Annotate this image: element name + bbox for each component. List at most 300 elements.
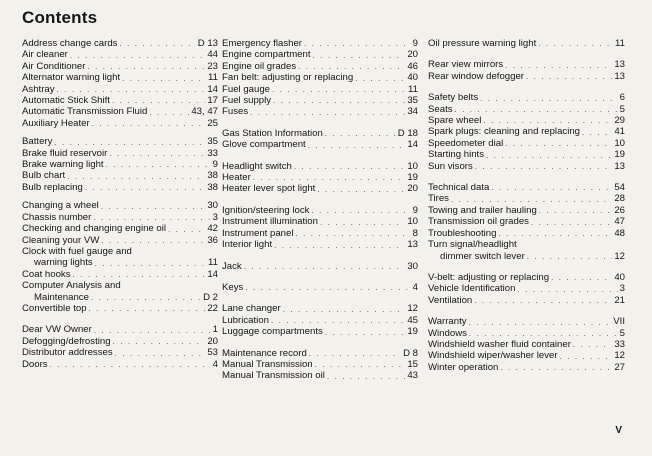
entry-page: 4 (212, 358, 218, 370)
toc-entry (428, 71, 625, 82)
toc-entry (222, 261, 418, 272)
leader-dots (168, 224, 205, 235)
entry-page: 5 (619, 327, 625, 339)
toc-entry (428, 228, 625, 239)
leader-dots (527, 251, 613, 262)
entry-page: 28 (614, 193, 625, 205)
leader-dots (298, 61, 405, 72)
entry-label: Chassis number (22, 211, 92, 223)
entry-page: 19 (407, 326, 418, 338)
entry-page: 10 (614, 137, 625, 149)
leader-dots (106, 159, 211, 170)
toc-entry (22, 49, 218, 60)
entry-label: Brake warning light (22, 159, 104, 171)
entry-label: Headlight switch (222, 160, 292, 172)
entry-label: Engine oil grades (222, 60, 297, 72)
leader-dots (560, 351, 613, 362)
leader-dots (109, 148, 205, 159)
leader-dots (505, 60, 612, 71)
entry-label: Defogging/defrosting (22, 335, 111, 347)
toc-entry (428, 316, 625, 327)
toc-entry (22, 170, 218, 181)
entry-page: 13 (614, 160, 625, 172)
entry-label: Doors (22, 358, 48, 370)
entry-group (428, 272, 625, 306)
toc-entry (22, 223, 218, 234)
entry-label: Auxiliary Heater (22, 117, 90, 129)
leader-dots (115, 348, 206, 359)
entry-page: 45 (407, 314, 418, 326)
entry-page: 35 (407, 95, 418, 107)
entry-page: 33 (614, 338, 625, 350)
entry-group (22, 136, 218, 193)
entry-label: Jack (222, 260, 242, 272)
entry-label: Checking and changing engine oil (22, 223, 167, 235)
entry-group (222, 38, 418, 118)
entry-label: warning lights (34, 257, 93, 269)
entry-page: 53 (207, 347, 218, 359)
toc-entry (222, 172, 418, 183)
entry-label: Heater lever spot light (222, 183, 316, 195)
entry-label: Bulb chart (22, 170, 66, 182)
leader-dots (271, 315, 405, 326)
entry-label: Spare wheel (428, 115, 482, 127)
entry-page: 3 (619, 283, 625, 295)
entry-label: Instrument illumination (222, 216, 318, 228)
entry-label: dimmer switch lever (440, 250, 525, 262)
entry-page: 9 (212, 159, 218, 171)
leader-dots (73, 269, 206, 280)
toc-entry (22, 359, 218, 370)
leader-dots (355, 73, 405, 84)
entry-group (428, 316, 625, 373)
entry-page: 47 (614, 216, 625, 228)
toc-entry (222, 84, 418, 95)
entry-group (222, 128, 418, 151)
entry-label: Luggage compartments (222, 326, 323, 338)
leader-dots (294, 161, 405, 172)
entry-label: Lubrication (222, 314, 269, 326)
leader-dots (101, 235, 205, 246)
entry-label: Towing and trailer hauling (428, 204, 537, 216)
leader-dots (313, 50, 406, 61)
entry-label: Maintenance (34, 291, 89, 303)
leader-dots (498, 228, 612, 239)
entry-page: 38 (207, 181, 218, 193)
contents-column-2 (222, 38, 418, 382)
leader-dots (295, 228, 410, 239)
entry-label: Rear view mirrors (428, 59, 504, 71)
leader-dots (551, 272, 612, 283)
entry-label: Fuses (222, 106, 249, 118)
entry-page: 42 (207, 223, 218, 235)
toc-entry (22, 324, 218, 335)
entry-page: 5 (619, 103, 625, 115)
leader-dots (57, 84, 206, 95)
leader-dots (538, 38, 613, 49)
leader-dots (95, 258, 206, 269)
entry-page: 41 (614, 126, 625, 138)
leader-dots (325, 327, 406, 338)
entry-page: 35 (207, 136, 218, 148)
entry-label: Distributor addresses (22, 347, 113, 359)
leader-dots (475, 161, 613, 172)
entry-page: 48 (614, 227, 625, 239)
entry-page: 11 (615, 38, 625, 49)
entry-label: Interior light (222, 239, 273, 251)
entry-label: Bulb replacing (22, 181, 83, 193)
toc-entry (428, 350, 625, 361)
entry-page: 13 (614, 70, 625, 82)
leader-dots (273, 95, 405, 106)
leader-dots (50, 359, 211, 370)
leader-dots (317, 184, 405, 195)
toc-entry (222, 228, 418, 239)
leader-dots (315, 359, 406, 370)
entry-label: Battery (22, 136, 53, 148)
toc-entry (22, 347, 218, 358)
entry-label-line: Clock with fuel gauge and (22, 245, 132, 257)
toc-entry (222, 303, 418, 314)
leader-dots (483, 115, 612, 126)
entry-label: Instrument panel (222, 227, 294, 239)
entry-page: 46 (407, 60, 418, 72)
toc-entry (22, 159, 218, 170)
toc-entry (428, 216, 625, 227)
entry-label: Changing a wheel (22, 200, 99, 212)
toc-entry (222, 216, 418, 227)
entry-label: Gas Station Information (222, 127, 323, 139)
toc-entry (222, 95, 418, 106)
entry-group (428, 182, 625, 239)
entry-page: 19 (614, 149, 625, 161)
leader-dots (253, 172, 406, 183)
leader-dots (582, 127, 612, 138)
toc-entry (222, 106, 418, 117)
entry-group (22, 200, 218, 246)
leader-dots (87, 61, 205, 72)
entry-page: 20 (407, 183, 418, 195)
toc-entry (222, 139, 418, 150)
entry-label: Ventilation (428, 294, 473, 306)
toc-entry (22, 336, 218, 347)
leader-dots (250, 107, 405, 118)
toc-entry (22, 200, 218, 211)
toc-entry (428, 193, 625, 204)
entry-label: Glove compartment (222, 139, 306, 151)
leader-dots (283, 304, 406, 315)
entry-label: Keys (222, 281, 244, 293)
entry-page: 54 (614, 182, 625, 194)
entry-page: 20 (407, 49, 418, 61)
toc-entry (428, 283, 625, 294)
entry-label: Windows (428, 327, 467, 339)
toc-entry (222, 61, 418, 72)
entry-label: Ashtray (22, 83, 55, 95)
leader-dots (469, 317, 612, 328)
leader-dots (101, 201, 206, 212)
leader-dots (122, 73, 206, 84)
entry-page: 23 (207, 60, 218, 72)
leader-dots (113, 336, 206, 347)
leader-dots (480, 93, 618, 104)
leader-dots (531, 217, 612, 228)
entry-label: Transmission oil grades (428, 216, 529, 228)
entry-label: Rear window defogger (428, 70, 524, 82)
entry-label: Alternator warning light (22, 72, 121, 84)
toc-entry (428, 362, 625, 373)
entry-label: Coat hooks (22, 268, 71, 280)
toc-entry (428, 104, 625, 115)
entry-label: Lane changer (222, 303, 281, 315)
entry-group (22, 324, 218, 370)
entry-label: Maintenance record (222, 347, 307, 359)
entry-page: 11 (208, 72, 218, 84)
entry-label: Seats (428, 103, 453, 115)
toc-entry (22, 269, 218, 280)
leader-dots (308, 140, 406, 151)
leader-dots (70, 50, 205, 61)
entry-page: 38 (207, 170, 218, 182)
leader-dots (304, 38, 411, 49)
toc-entry (22, 61, 218, 72)
entry-page: 40 (614, 271, 625, 283)
entry-page: 6 (619, 92, 625, 104)
toc-entry (428, 339, 625, 350)
entry-group (222, 161, 418, 195)
toc-entry (22, 303, 218, 314)
entry-page: 36 (207, 234, 218, 246)
entry-group (428, 59, 625, 82)
entry-label: Vehicle Identification (428, 283, 516, 295)
entry-label: Heater (222, 172, 251, 184)
leader-dots (474, 295, 612, 306)
toc-entry (428, 115, 625, 126)
entry-label: Air Conditioner (22, 60, 86, 72)
leader-dots (244, 261, 406, 272)
leader-dots (92, 118, 206, 129)
entry-page: D 8 (403, 347, 418, 359)
toc-entry (22, 106, 218, 117)
leader-dots (451, 194, 612, 205)
toc-entry (222, 161, 418, 172)
entry-label: Address change cards (22, 38, 118, 49)
toc-entry (222, 348, 418, 359)
toc-entry (22, 235, 218, 246)
entry-label: Automatic Stick Shift (22, 95, 110, 107)
entry-page: 30 (407, 260, 418, 272)
entry-page: 12 (614, 250, 625, 262)
leader-dots (274, 240, 405, 251)
entry-label: Fuel supply (222, 95, 272, 107)
leader-dots (455, 104, 618, 115)
toc-entry (222, 326, 418, 337)
toc-entry (428, 295, 625, 306)
leader-dots (320, 217, 405, 228)
entry-label: Oil pressure warning light (428, 38, 537, 49)
entry-page: 12 (614, 350, 625, 362)
toc-entry (428, 149, 625, 160)
toc-entry (22, 72, 218, 83)
page-title: Contents (22, 8, 98, 27)
entry-group (222, 348, 418, 382)
page-number: V (615, 425, 622, 436)
entry-page: 29 (614, 115, 625, 127)
toc-entry (222, 72, 418, 83)
entry-page: 17 (207, 95, 218, 107)
entry-label: Brake fluid reservoir (22, 147, 108, 159)
entry-page: D 13 (197, 38, 218, 49)
leader-dots (112, 95, 205, 106)
entry-page: 11 (408, 83, 418, 95)
entry-label: Sun visors (428, 160, 473, 172)
entry-label-line: Turn signal/headlight (428, 239, 517, 251)
entry-group (428, 92, 625, 172)
entry-page: 43, 47 (191, 106, 218, 118)
entry-page: 40 (407, 72, 418, 84)
leader-dots (85, 182, 206, 193)
leader-dots (491, 182, 612, 193)
entry-page: 9 (412, 204, 418, 216)
leader-dots (94, 325, 211, 336)
leader-dots (91, 292, 201, 303)
leader-dots (500, 362, 612, 373)
toc-entry (428, 92, 625, 103)
entry-page: 13 (407, 239, 418, 251)
entry-page: 21 (614, 294, 625, 306)
entry-label: Manual Transmission (222, 358, 313, 370)
toc-entry (222, 359, 418, 370)
leader-dots (149, 107, 189, 118)
toc-entry (22, 118, 218, 129)
leader-dots (325, 128, 396, 139)
entry-page: 9 (412, 38, 418, 49)
toc-entry (428, 328, 625, 339)
leader-dots (526, 71, 612, 82)
entry-label: Windshield wiper/washer lever (428, 350, 558, 362)
entry-label: Fan belt: adjusting or replacing (222, 72, 354, 84)
entry-label: Dear VW Owner (22, 324, 92, 336)
toc-entry (222, 183, 418, 194)
toc-entry (428, 205, 625, 216)
toc-entry (222, 282, 418, 293)
entry-group (222, 205, 418, 251)
entry-label: Speedometer dial (428, 137, 504, 149)
entry-page: 4 (412, 281, 418, 293)
entry-label-line: Computer Analysis and (22, 280, 121, 292)
leader-dots (67, 171, 205, 182)
leader-dots (505, 138, 612, 149)
entry-page: 22 (207, 302, 218, 314)
entry-page: 25 (207, 117, 218, 129)
toc-entry (428, 59, 625, 70)
entry-page: 14 (407, 139, 418, 151)
entry-page: 30 (207, 200, 218, 212)
entry-page: 43 (407, 370, 418, 382)
toc-entry (428, 126, 625, 137)
entry-page: 44 (207, 49, 218, 61)
entry-label: Warranty (428, 316, 467, 328)
toc-entry (222, 205, 418, 216)
leader-dots (573, 339, 612, 350)
entry-label: Fuel gauge (222, 83, 271, 95)
toc-entry (222, 315, 418, 326)
toc-entry (222, 370, 418, 381)
toc-entry (22, 95, 218, 106)
toc-entry (22, 182, 218, 193)
toc-entry (22, 148, 218, 159)
entry-page: 10 (407, 160, 418, 172)
entry-page: 13 (614, 59, 625, 71)
toc-entry (222, 49, 418, 60)
leader-dots (245, 282, 410, 293)
toc-entry (22, 257, 218, 268)
entry-label: Convertible top (22, 302, 87, 314)
toc-entry (22, 212, 218, 223)
entry-page: 27 (614, 361, 625, 373)
entry-page: 1 (212, 324, 218, 336)
leader-dots (311, 205, 410, 216)
entry-page: 20 (207, 335, 218, 347)
entry-label: V-belt: adjusting or replacing (428, 271, 550, 283)
entry-group (22, 38, 218, 129)
entry-label: Windshield washer fluid container (428, 338, 571, 350)
contents-column-1 (22, 38, 218, 370)
leader-dots (54, 137, 205, 148)
entry-page: 33 (207, 147, 218, 159)
entry-label: Technical data (428, 182, 490, 194)
entry-page: 15 (407, 358, 418, 370)
entry-page: D 18 (397, 127, 418, 139)
entry-label: Winter operation (428, 361, 499, 373)
toc-entry (22, 136, 218, 147)
entry-group (222, 303, 418, 337)
leader-dots (119, 38, 195, 49)
toc-entry (428, 182, 625, 193)
toc-entry (222, 239, 418, 250)
entry-label: Tires (428, 193, 449, 205)
entry-label: Cleaning your VW (22, 234, 100, 246)
entry-label: Safety belts (428, 92, 479, 104)
entry-label: Air cleaner (22, 49, 68, 61)
leader-dots (327, 371, 405, 382)
leader-dots (89, 303, 206, 314)
entry-page: 11 (208, 257, 218, 269)
entry-page: 34 (407, 106, 418, 118)
entry-page: 14 (207, 268, 218, 280)
entry-page: 12 (407, 303, 418, 315)
entry-label: Starting hints (428, 149, 484, 161)
toc-entry (428, 38, 625, 49)
entry-page: VII (613, 316, 625, 328)
toc-entry (428, 161, 625, 172)
entry-page: 26 (614, 204, 625, 216)
leader-dots (517, 284, 617, 295)
leader-dots (469, 328, 618, 339)
entry-label: Ignition/steering lock (222, 204, 310, 216)
toc-entry (22, 38, 218, 49)
leader-dots (272, 84, 406, 95)
entry-page: 3 (212, 211, 218, 223)
leader-dots (539, 205, 613, 216)
toc-entry (22, 292, 218, 303)
toc-entry (428, 138, 625, 149)
entry-label: Automatic Transmission Fluid (22, 106, 148, 118)
entry-label: Spark plugs: cleaning and replacing (428, 126, 581, 138)
entry-page: D 2 (203, 291, 218, 303)
entry-page: 19 (407, 172, 418, 184)
toc-entry (222, 38, 418, 49)
